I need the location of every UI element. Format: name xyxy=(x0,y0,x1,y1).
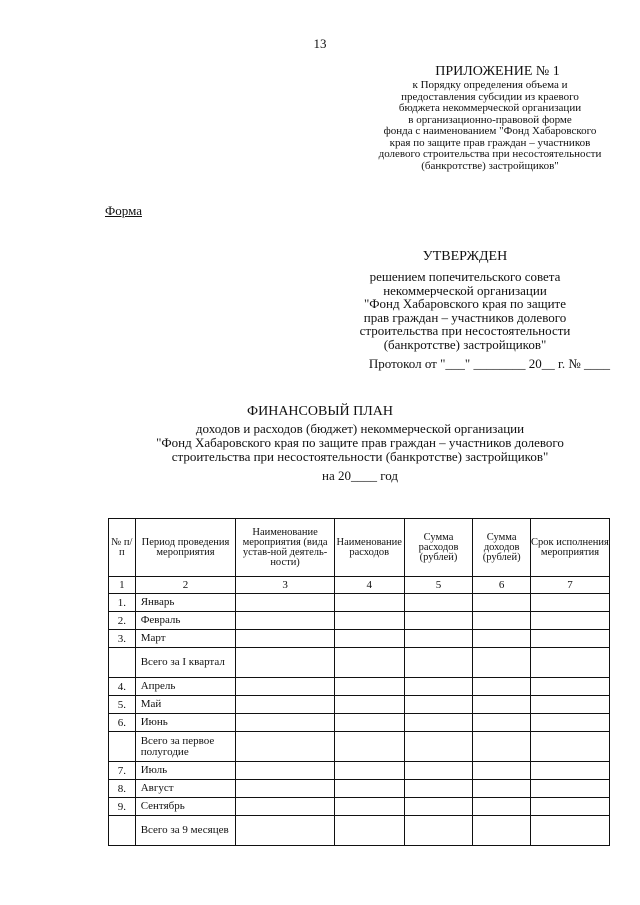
table-total-row xyxy=(109,648,610,678)
row-period: Июнь xyxy=(135,714,236,732)
financial-plan-table xyxy=(108,518,610,846)
cell-expense-sum[interactable] xyxy=(404,630,473,648)
cell-deadline[interactable] xyxy=(530,678,609,696)
table-header-row xyxy=(109,519,610,577)
approved-text xyxy=(320,270,610,352)
cell-expense-sum[interactable] xyxy=(404,648,473,678)
row-number: 8. xyxy=(109,780,136,798)
row-number: 7. xyxy=(109,762,136,780)
row-period: Апрель xyxy=(135,678,236,696)
cell-activity[interactable] xyxy=(236,762,335,780)
cell-expense-name[interactable] xyxy=(334,714,404,732)
cell-activity[interactable] xyxy=(236,732,335,762)
cell-deadline[interactable] xyxy=(530,612,609,630)
header-expense-sum: Сумма расходов (рублей) xyxy=(404,519,473,577)
cell-activity[interactable] xyxy=(236,648,335,678)
table-row xyxy=(109,594,610,612)
protocol-line: Протокол от "___" ________ 20__ г. № ____ xyxy=(368,356,610,371)
page-number: 13 xyxy=(313,36,327,51)
header-expense-name: Наименование расходов xyxy=(334,519,404,577)
cell-expense-name[interactable] xyxy=(334,696,404,714)
approved-line: прав граждан – участников долевого xyxy=(363,309,567,325)
table-row xyxy=(109,630,610,648)
table-row xyxy=(109,696,610,714)
cell-activity[interactable] xyxy=(236,696,335,714)
table-row xyxy=(109,714,610,732)
appendix-text xyxy=(350,80,630,172)
cell-expense-name[interactable] xyxy=(334,762,404,780)
cell-expense-sum[interactable] xyxy=(404,696,473,714)
cell-income-sum[interactable] xyxy=(473,762,530,780)
cell-expense-sum[interactable] xyxy=(404,612,473,630)
appendix-line: предоставления субсидии из краевого xyxy=(401,90,579,103)
row-period: Сентябрь xyxy=(135,798,236,816)
row-period: Май xyxy=(135,696,236,714)
cell-expense-name[interactable] xyxy=(334,816,404,846)
plan-year: на 20____ год xyxy=(322,468,398,483)
cell-expense-name[interactable] xyxy=(334,612,404,630)
row-number: 9. xyxy=(109,798,136,816)
cell-expense-sum[interactable] xyxy=(404,798,473,816)
cell-activity[interactable] xyxy=(236,798,335,816)
column-number: 1 xyxy=(109,577,136,594)
row-period: Август xyxy=(135,780,236,798)
plan-subtitle-line: доходов и расходов (бюджет) некоммерческой организации xyxy=(195,421,525,436)
plan-subtitle-line: строительства при несостоятельности (банкротстве) застройщиков" xyxy=(171,449,549,464)
approved-line: (банкротстве) застройщиков" xyxy=(383,336,547,352)
row-number xyxy=(109,816,136,846)
cell-expense-name[interactable] xyxy=(334,630,404,648)
cell-activity[interactable] xyxy=(236,678,335,696)
row-period: Январь xyxy=(135,594,236,612)
cell-activity[interactable] xyxy=(236,780,335,798)
header-deadline: Срок исполнения мероприятия xyxy=(530,519,609,577)
column-number: 4 xyxy=(334,577,404,594)
plan-subtitle xyxy=(0,422,640,464)
appendix-line: бюджета некоммерческой организации xyxy=(398,102,582,114)
cell-expense-name[interactable] xyxy=(334,780,404,798)
cell-deadline[interactable] xyxy=(530,762,609,780)
appendix-line: в организационно-правовой форме xyxy=(408,113,572,126)
cell-expense-sum[interactable] xyxy=(404,762,473,780)
approved-line: некоммерческой организации xyxy=(383,282,547,298)
row-number: 2. xyxy=(109,612,136,630)
row-number xyxy=(109,648,136,678)
cell-income-sum[interactable] xyxy=(473,696,530,714)
cell-activity[interactable] xyxy=(236,816,335,846)
cell-activity[interactable] xyxy=(236,630,335,648)
header-number: № п/п xyxy=(109,519,136,577)
cell-deadline[interactable] xyxy=(530,594,609,612)
table-total-row xyxy=(109,816,610,846)
form-label: Форма xyxy=(105,203,142,218)
cell-income-sum[interactable] xyxy=(473,594,530,612)
row-period-total: Всего за первое полугодие xyxy=(135,732,236,762)
cell-activity[interactable] xyxy=(236,714,335,732)
plan-subtitle-line: "Фонд Хабаровского края по защите прав граждан – участников долевого xyxy=(156,435,564,450)
approved-line: "Фонд Хабаровского края по защите xyxy=(363,296,567,312)
table-row xyxy=(109,798,610,816)
row-period: Февраль xyxy=(135,612,236,630)
row-period-total: Всего за 9 месяцев xyxy=(135,816,236,846)
header-income-sum: Сумма доходов (рублей) xyxy=(473,519,530,577)
cell-income-sum[interactable] xyxy=(473,630,530,648)
column-number: 7 xyxy=(530,577,609,594)
table-row xyxy=(109,678,610,696)
approved-line: строительства при несостоятельности xyxy=(359,323,571,339)
table-row xyxy=(109,612,610,630)
row-number: 1. xyxy=(109,594,136,612)
cell-income-sum[interactable] xyxy=(473,714,530,732)
row-period: Июль xyxy=(135,762,236,780)
cell-deadline[interactable] xyxy=(530,648,609,678)
cell-income-sum[interactable] xyxy=(473,678,530,696)
appendix-line: долевого строительства при несостоятельности xyxy=(378,148,602,160)
cell-expense-sum[interactable] xyxy=(404,780,473,798)
plan-title: ФИНАНСОВЫЙ ПЛАН xyxy=(247,404,393,419)
column-number: 5 xyxy=(404,577,473,594)
row-number xyxy=(109,732,136,762)
cell-income-sum[interactable] xyxy=(473,816,530,846)
cell-expense-sum[interactable] xyxy=(404,714,473,732)
cell-deadline[interactable] xyxy=(530,630,609,648)
cell-deadline[interactable] xyxy=(530,798,609,816)
appendix-line: края по защите прав граждан – участников xyxy=(389,136,591,149)
cell-deadline[interactable] xyxy=(530,696,609,714)
cell-deadline[interactable] xyxy=(530,732,609,762)
cell-income-sum[interactable] xyxy=(473,732,530,762)
row-number: 5. xyxy=(109,696,136,714)
table-row xyxy=(109,762,610,780)
cell-expense-sum[interactable] xyxy=(404,678,473,696)
cell-income-sum[interactable] xyxy=(473,648,530,678)
cell-deadline[interactable] xyxy=(530,816,609,846)
cell-activity[interactable] xyxy=(236,612,335,630)
appendix-title: ПРИЛОЖЕНИЕ № 1 xyxy=(435,64,560,79)
cell-expense-sum[interactable] xyxy=(404,732,473,762)
row-number: 6. xyxy=(109,714,136,732)
table-total-row xyxy=(109,732,610,762)
cell-activity[interactable] xyxy=(236,594,335,612)
cell-expense-sum[interactable] xyxy=(404,816,473,846)
column-number: 2 xyxy=(135,577,236,594)
table-row xyxy=(109,780,610,798)
header-period: Период проведения мероприятия xyxy=(135,519,236,577)
cell-expense-name[interactable] xyxy=(334,594,404,612)
header-activity: Наименование мероприятия (вида устав-ной деятель-ности) xyxy=(236,519,335,577)
cell-income-sum[interactable] xyxy=(473,612,530,630)
row-period: Март xyxy=(135,630,236,648)
cell-income-sum[interactable] xyxy=(473,780,530,798)
cell-expense-name[interactable] xyxy=(334,732,404,762)
column-number: 3 xyxy=(236,577,335,594)
cell-deadline[interactable] xyxy=(530,714,609,732)
cell-deadline[interactable] xyxy=(530,780,609,798)
cell-expense-name[interactable] xyxy=(334,648,404,678)
row-number: 3. xyxy=(109,630,136,648)
column-number: 6 xyxy=(473,577,530,594)
appendix-line: (банкротстве) застройщиков" xyxy=(421,159,559,172)
cell-expense-sum[interactable] xyxy=(404,594,473,612)
appendix-line: к Порядку определения объема и xyxy=(412,79,568,91)
row-period-total: Всего за I квартал xyxy=(135,648,236,678)
appendix-line: фонда с наименованием "Фонд Хабаровского xyxy=(383,125,597,137)
approved-title: УТВЕРЖДЕН xyxy=(422,249,508,264)
row-number: 4. xyxy=(109,678,136,696)
cell-expense-name[interactable] xyxy=(334,798,404,816)
approved-line: решением попечительского совета xyxy=(369,269,561,284)
cell-expense-name[interactable] xyxy=(334,678,404,696)
column-number-row xyxy=(109,577,610,594)
cell-income-sum[interactable] xyxy=(473,798,530,816)
